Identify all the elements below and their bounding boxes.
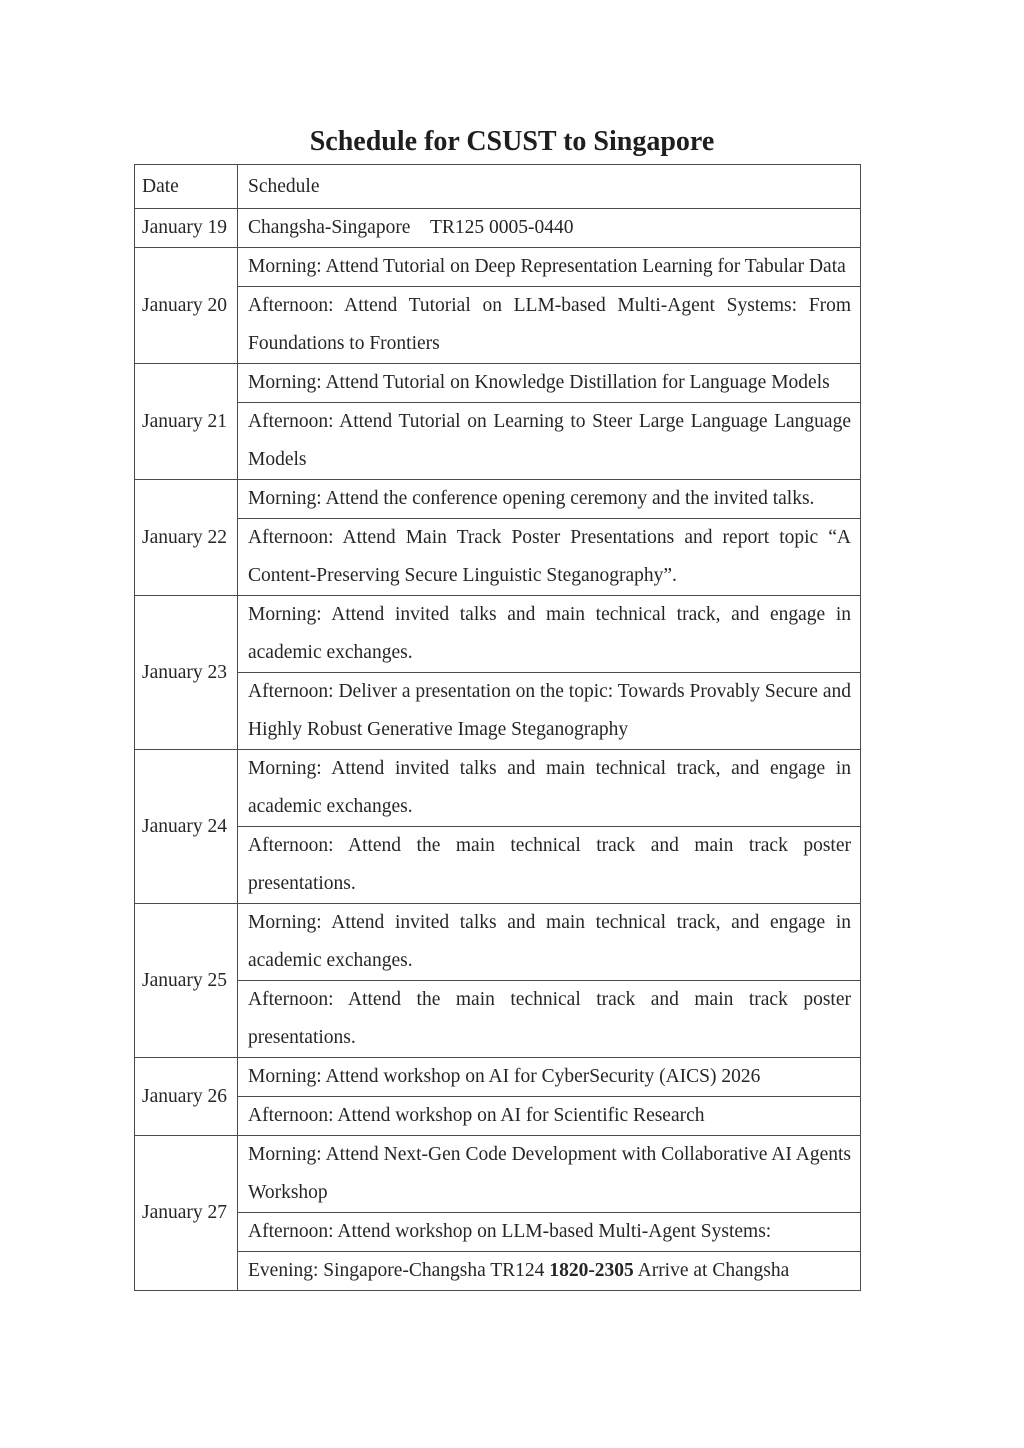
- column-header-schedule: Schedule: [238, 165, 861, 209]
- schedule-table: [134, 164, 861, 1291]
- schedule-cell: Afternoon: Attend Tutorial on Learning to Steer Large Language Language Models: [238, 403, 861, 480]
- table-row: [135, 1252, 861, 1291]
- table-row: [135, 1058, 861, 1097]
- schedule-cell: Afternoon: Attend the main technical track and main track poster presentations.: [238, 827, 861, 904]
- table-row: [135, 364, 861, 403]
- table-row: [135, 480, 861, 519]
- table-row: [135, 1136, 861, 1213]
- table-row: [135, 596, 861, 673]
- date-cell-jan23: January 23: [135, 596, 238, 750]
- table-row: [135, 209, 861, 248]
- schedule-cell: Afternoon: Attend Main Track Poster Presentations and report topic “A Content-Preserving Secure Linguistic Steganography”.: [238, 519, 861, 596]
- table-row: [135, 750, 861, 827]
- schedule-cell: Afternoon: Attend workshop on AI for Scientific Research: [238, 1097, 861, 1136]
- schedule-cell: Morning: Attend the conference opening ceremony and the invited talks.: [238, 480, 861, 519]
- schedule-cell: Changsha-Singapore TR125 0005-0440: [238, 209, 861, 248]
- table-row: [135, 248, 861, 287]
- table-row: [135, 904, 861, 981]
- evening-flight-suffix: Arrive at Changsha: [633, 1260, 790, 1281]
- date-cell-jan26: January 26: [135, 1058, 238, 1136]
- date-cell-jan24: January 24: [135, 750, 238, 904]
- table-row: [135, 403, 861, 480]
- table-row: [135, 287, 861, 364]
- date-cell-jan27: January 27: [135, 1136, 238, 1291]
- schedule-cell: Afternoon: Deliver a presentation on the topic: Towards Provably Secure and Highly Robust Generative Image Steganography: [238, 673, 861, 750]
- schedule-cell: Morning: Attend Tutorial on Knowledge Distillation for Language Models: [238, 364, 861, 403]
- date-cell-jan20: January 20: [135, 248, 238, 364]
- date-cell-jan25: January 25: [135, 904, 238, 1058]
- schedule-cell: Morning: Attend workshop on AI for CyberSecurity (AICS) 2026: [238, 1058, 861, 1097]
- table-row: [135, 1213, 861, 1252]
- schedule-cell: Morning: Attend invited talks and main technical track, and engage in academic exchanges.: [238, 596, 861, 673]
- table-row: [135, 981, 861, 1058]
- evening-flight-time: 1820-2305: [549, 1260, 634, 1281]
- schedule-cell: Morning: Attend invited talks and main technical track, and engage in academic exchanges.: [238, 750, 861, 827]
- schedule-cell: Morning: Attend Next-Gen Code Development with Collaborative AI Agents Workshop: [238, 1136, 861, 1213]
- date-cell-jan19: January 19: [135, 209, 238, 248]
- schedule-cell: Afternoon: Attend the main technical track and main track poster presentations.: [238, 981, 861, 1058]
- schedule-cell: Afternoon: Attend workshop on LLM-based Multi-Agent Systems:: [238, 1213, 861, 1252]
- date-cell-jan21: January 21: [135, 364, 238, 480]
- date-cell-jan22: January 22: [135, 480, 238, 596]
- table-header-row: [135, 165, 861, 209]
- evening-flight-prefix: Evening: Singapore-Changsha TR124: [248, 1260, 550, 1281]
- schedule-cell: Morning: Attend invited talks and main technical track, and engage in academic exchanges.: [238, 904, 861, 981]
- table-row: [135, 1097, 861, 1136]
- table-row: [135, 673, 861, 750]
- table-row: [135, 827, 861, 904]
- schedule-cell: [238, 1252, 861, 1291]
- page-title: Schedule for CSUST to Singapore: [309, 126, 715, 157]
- table-row: [135, 519, 861, 596]
- column-header-date: Date: [135, 165, 238, 209]
- schedule-cell: Morning: Attend Tutorial on Deep Representation Learning for Tabular Data: [238, 248, 861, 287]
- schedule-cell: Afternoon: Attend Tutorial on LLM-based Multi-Agent Systems: From Foundations to Frontiers: [238, 287, 861, 364]
